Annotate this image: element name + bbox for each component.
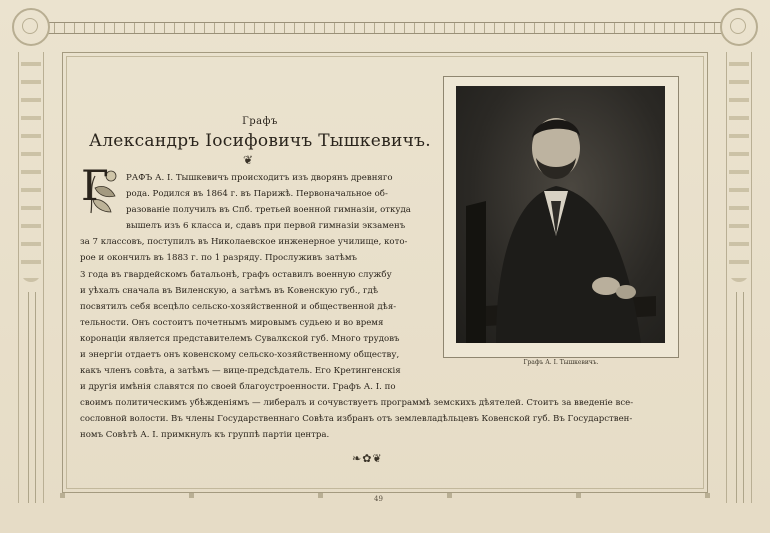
- body-line: посвятилъ себя всецѣло сельско-хозяйственной и общественной дѣя-: [80, 301, 397, 312]
- body-line: сословной волости. Въ члены Государственнаго Совѣта избранъ отъ землевладѣльцевъ Ковенской губ. Въ Государствен-: [80, 414, 633, 425]
- page-title: Александръ Іосифовичъ Тышкевичъ.: [89, 131, 431, 151]
- floral-ornament-icon: ❦: [243, 153, 254, 167]
- body-line: номъ Совѣтѣ А. I. примкнулъ къ группѣ партіи центра.: [80, 430, 330, 441]
- title-rank: Графъ: [242, 116, 278, 127]
- body-line: какъ членъ совѣта, а затѣмъ — вице-предсѣдатель. Его Кретингенскія: [80, 366, 401, 377]
- body-line: РАФЪ А. I. Тышкевичъ происходитъ изъ дворянъ древняго: [126, 173, 393, 183]
- dropcap-letter: Г: [81, 161, 109, 210]
- body-line: коронаціи является представителемъ Сувалкской губ. Много трудовъ: [80, 333, 400, 344]
- top-decorative-border: [48, 22, 722, 34]
- portrait-photo: [456, 86, 665, 343]
- leaf-ornament-icon: [729, 52, 749, 282]
- body-line: вышелъ изъ 6 класса и, сдавъ при первой гимназіи экзаменъ: [126, 221, 406, 232]
- left-decorative-column: [18, 52, 44, 503]
- body-line: разованіе получилъ въ Спб. третьей военной гимназіи, откуда: [126, 205, 411, 216]
- right-decorative-column: [726, 52, 752, 503]
- photo-caption: Графъ А. I. Тышкевичъ.: [523, 359, 599, 366]
- body-line: своимъ политическимъ убѣжденіямъ — либералъ и сочувствуетъ программѣ земскихъ дѣятелей. Стоитъ за введеніе все-: [80, 398, 634, 409]
- page-number: 49: [374, 495, 383, 503]
- body-line: за 7 классовъ, поступилъ въ Николаевское инженерное училище, кото-: [80, 237, 408, 248]
- bottom-ornament-row: [60, 493, 710, 499]
- body-line: рода. Родился въ 1864 г. въ Парижѣ. Первоначальное об-: [126, 189, 388, 200]
- body-line: и энергіи отдаетъ онъ ковенскому сельско-хозяйственному обществу,: [80, 350, 400, 361]
- body-line: и другія имѣнія славятся по своей благоустроенности. Графъ А. I. по: [80, 382, 396, 392]
- square-ornament-icon: [318, 493, 323, 498]
- square-ornament-icon: [189, 493, 194, 498]
- portrait-illustration: [456, 86, 665, 343]
- body-line: тельности. Онъ состоитъ почетнымъ мировымъ судьею и во время: [80, 317, 384, 328]
- square-ornament-icon: [60, 493, 65, 498]
- square-ornament-icon: [576, 493, 581, 498]
- square-ornament-icon: [447, 493, 452, 498]
- article-body-continued: [80, 379, 680, 443]
- article-body: [80, 170, 437, 379]
- body-line: и уѣхалъ сначала въ Виленскую, а затѣмъ въ Ковенскую губ., гдѣ: [80, 285, 379, 296]
- column-shaft: [28, 292, 36, 503]
- wreath-right-icon: [720, 8, 758, 46]
- body-line: рое и окончилъ въ 1883 г. по 1 разряду. Прослуживъ затѣмъ: [80, 253, 358, 264]
- body-line: 3 года въ гвардейскомъ батальонѣ, графъ оставилъ военную службу: [80, 269, 392, 280]
- leaf-ornament-icon: [21, 52, 41, 282]
- wreath-left-icon: [12, 8, 50, 46]
- column-shaft: [736, 292, 744, 503]
- scroll-ornament-icon: ❧✿❦: [352, 452, 383, 465]
- square-ornament-icon: [705, 493, 710, 498]
